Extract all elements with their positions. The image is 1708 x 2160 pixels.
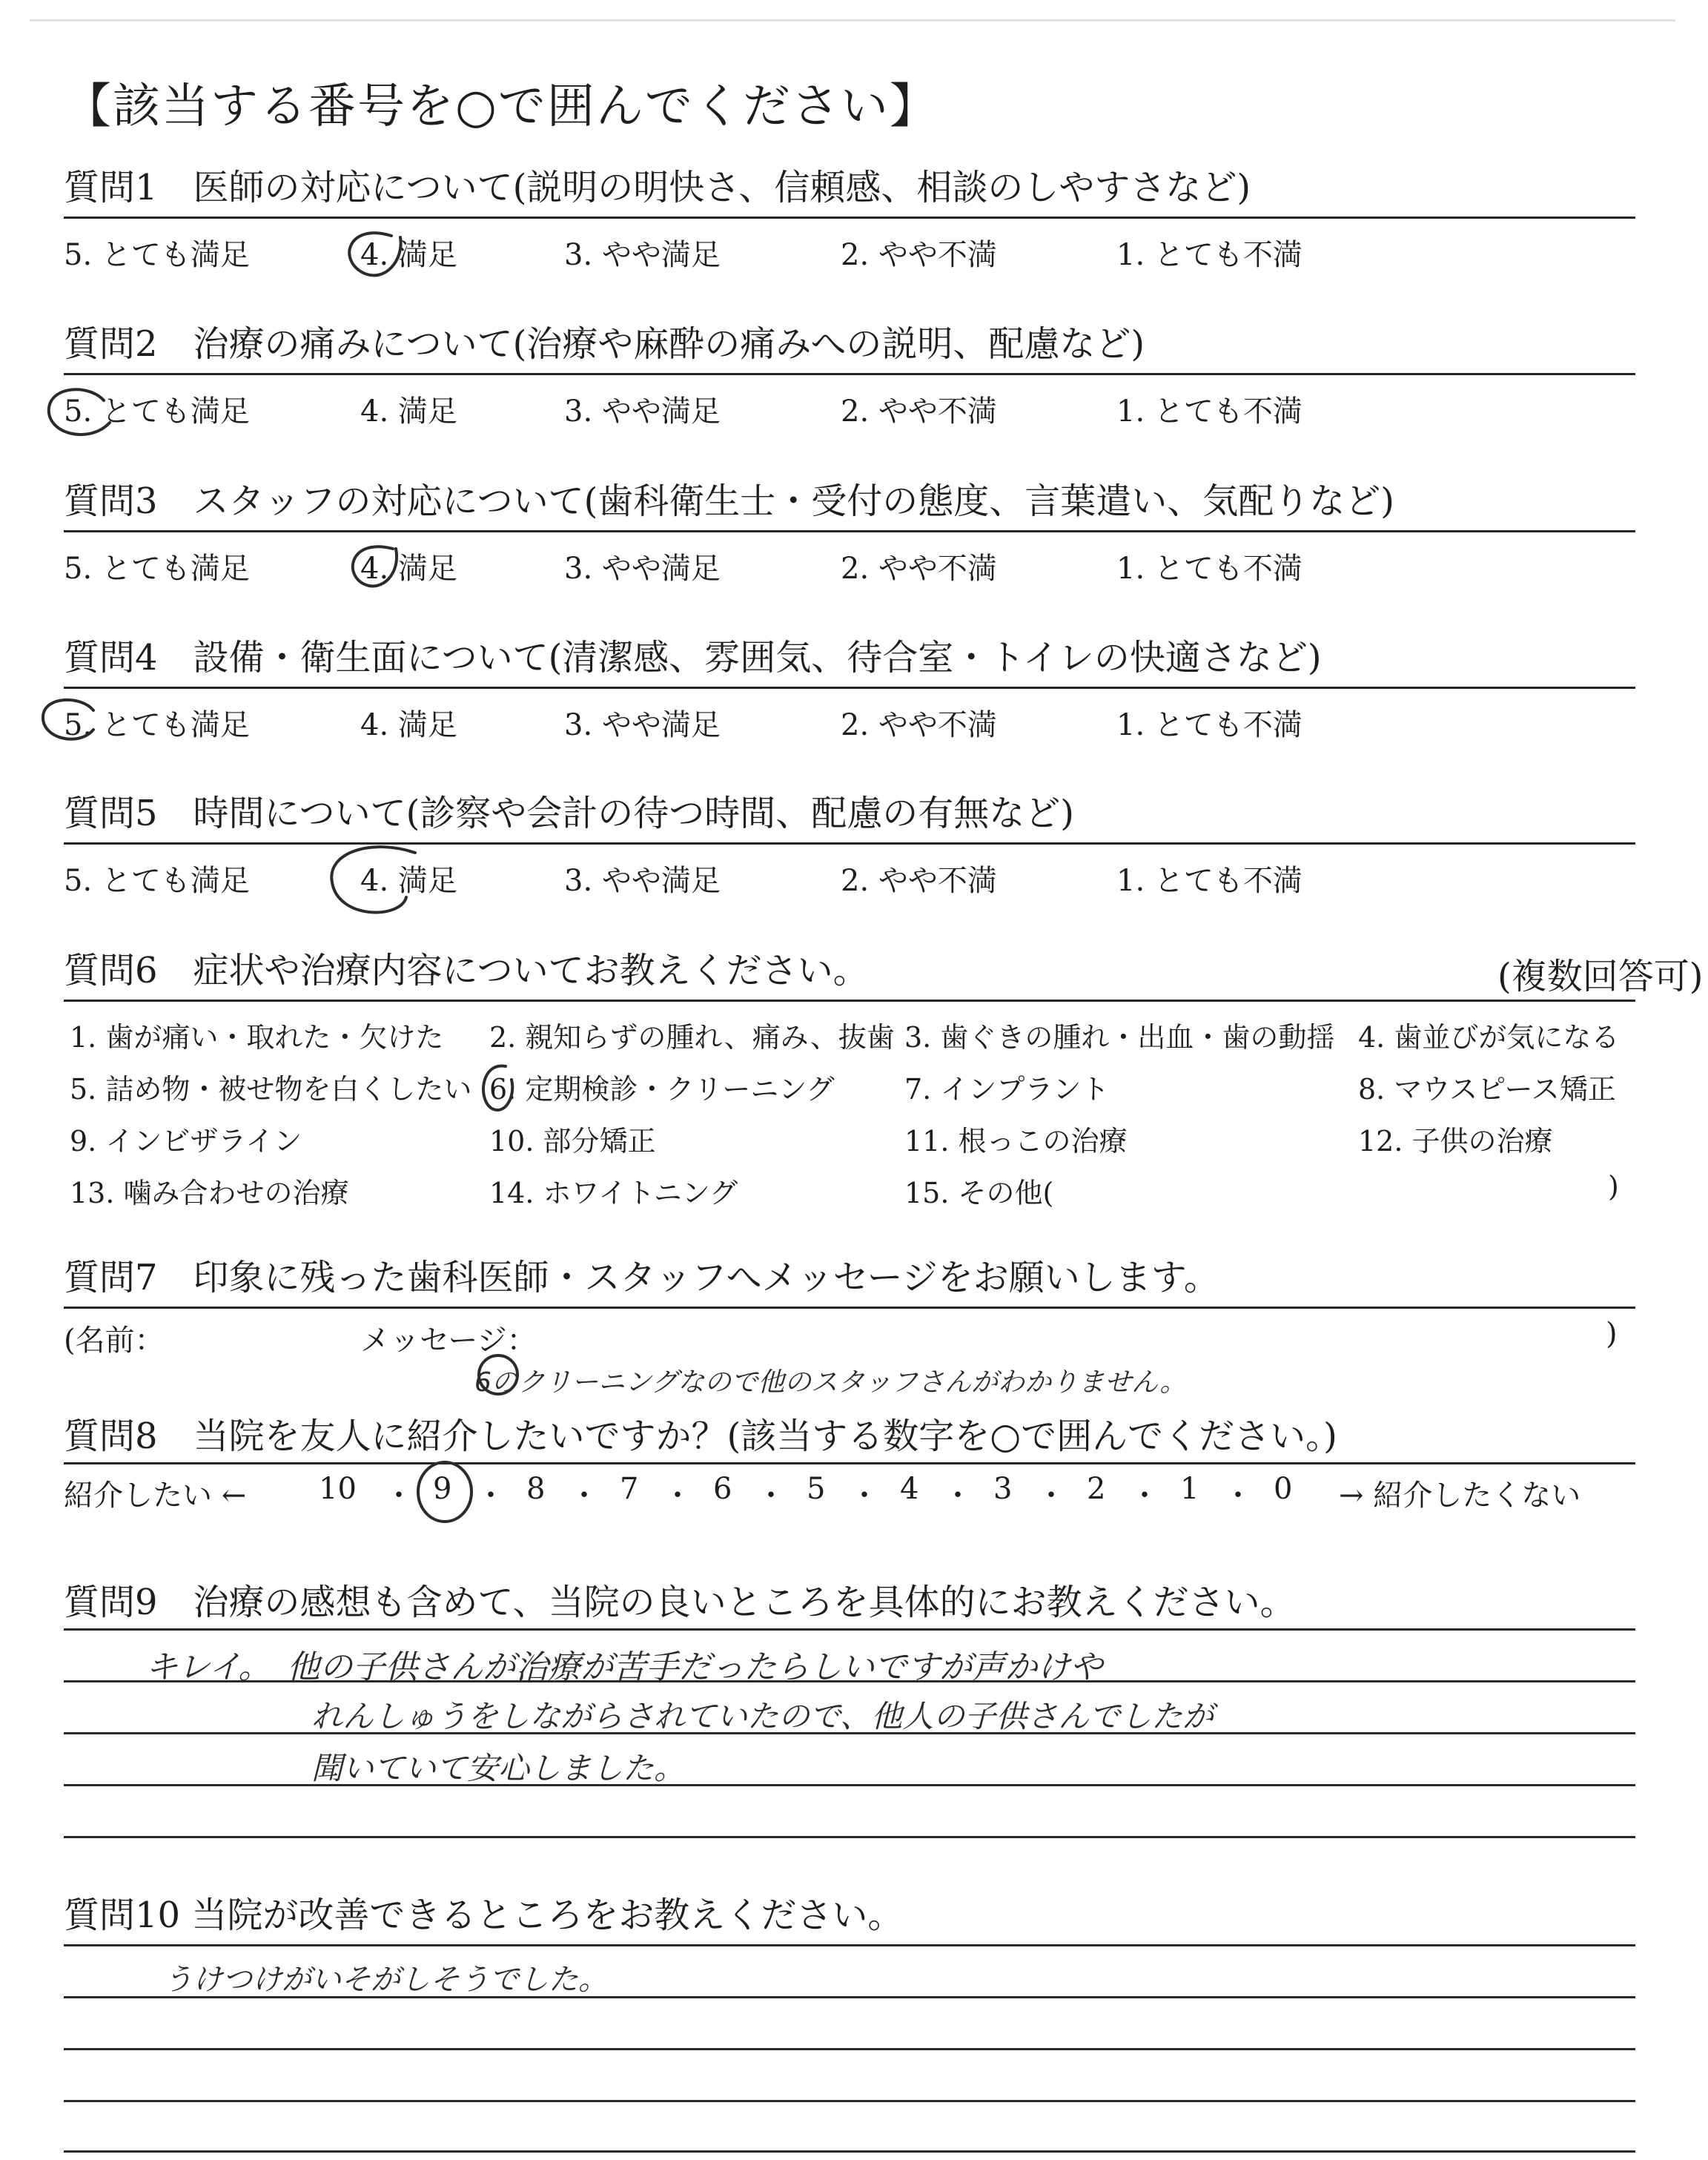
q5-option-5[interactable]: 5. とても満足 [64,864,250,898]
question-3-rule [64,530,1635,532]
q6-item-11[interactable]: 11. 根っこの治療 [904,1125,1128,1157]
q4-option-5[interactable]: 5. とても満足 [64,708,250,742]
q1-option-4[interactable]: 4. 満足 [360,238,457,272]
q7-handwritten-message: 6のクリーニングなので他のスタッフさんがわかりません。 [474,1367,1187,1398]
scale-3[interactable]: 3 [993,1472,1013,1506]
q6-item-8[interactable]: 8. マウスピース矯正 [1358,1073,1616,1106]
question-9-title: 質問9 治療の感想も含めて、当院の良いところを具体的にお教えください。 [64,1582,1296,1623]
q6-item-6[interactable]: 6. 定期検診・クリーニング [489,1073,835,1106]
scale-0[interactable]: 0 [1274,1472,1293,1506]
scale-8[interactable]: 8 [526,1472,546,1506]
q6-item-4[interactable]: 4. 歯並びが気になる [1358,1021,1620,1054]
q4-option-2[interactable]: 2. やや不満 [841,708,997,742]
question-2-title: 質問2 治療の痛みについて(治療や麻酔の痛みへの説明、配慮など) [64,323,1145,365]
question-5-title: 質問5 時間について(診察や会計の待つ時間、配慮の有無など) [64,793,1075,834]
message-close-paren: ) [1606,1317,1618,1351]
q5-option-1[interactable]: 1. とても不満 [1116,864,1302,898]
scale-2[interactable]: 2 [1087,1472,1106,1506]
q6-item-9[interactable]: 9. インビザライン [70,1125,302,1157]
q9-answer-line-3: 聞いていて安心しました。 [311,1750,686,1786]
q3-option-3[interactable]: 3. やや満足 [564,552,721,586]
question-8-rule [64,1462,1635,1464]
message-field-label[interactable]: メッセージ： [360,1324,537,1358]
q4-option-4[interactable]: 4. 満足 [360,708,457,742]
answer-line [64,1944,1635,1946]
q10-answer-line-1: うけつけがいそがしそうでした。 [163,1963,608,1997]
scale-1[interactable]: 1 [1180,1472,1199,1506]
answer-line [64,2150,1635,2153]
q3-option-4[interactable]: 4. 満足 [360,552,457,586]
q6-item-3[interactable]: 3. 歯ぐきの腫れ・出血・歯の動揺 [904,1021,1335,1054]
q6-item-1[interactable]: 1. 歯が痛い・取れた・欠けた [70,1021,444,1054]
q3-option-2[interactable]: 2. やや不満 [841,552,997,586]
scale-5[interactable]: 5 [807,1472,826,1506]
q2-option-4[interactable]: 4. 満足 [360,394,457,429]
question-10 [64,1892,903,1938]
q6-item-15[interactable]: 15. その他( [904,1177,1054,1209]
question-9 [64,1579,1296,1625]
q2-option-1[interactable]: 1. とても不満 [1116,394,1302,429]
scale-dot: ・ [756,1479,786,1513]
q2-option-3[interactable]: 3. やや満足 [564,394,721,429]
q4-option-1[interactable]: 1. とても不満 [1116,708,1302,742]
answer-line [64,1784,1635,1786]
top-edge-line [30,19,1675,22]
question-8-title: 質問8 当院を友人に紹介したいですか？(該当する数字を○で囲んでください。) [64,1416,1337,1457]
scale-dot: ・ [1223,1479,1253,1513]
question-4-title: 質問4 設備・衛生面について(清潔感、雰囲気、待合室・トイレの快適さなど) [64,637,1322,678]
scale-dot: ・ [1036,1479,1066,1513]
question-5 [64,790,1074,836]
q6-item-7[interactable]: 7. インプラント [904,1073,1110,1106]
q1-option-3[interactable]: 3. やや満足 [564,238,721,272]
scale-dot: ・ [384,1479,414,1513]
question-1 [64,165,1251,211]
scale-9[interactable]: 9 [433,1472,452,1506]
q1-option-5[interactable]: 5. とても満足 [64,238,250,272]
question-6-rule [64,1000,1635,1002]
scale-7[interactable]: 7 [620,1472,639,1506]
q3-option-5[interactable]: 5. とても満足 [64,552,250,586]
scale-dot: ・ [569,1479,599,1513]
q9-answer-line-1: キレイ。 他の子供さんが治療が苦手だったらしいですが声かけや [145,1648,1103,1686]
answer-line [64,2048,1635,2050]
question-4 [64,635,1322,681]
scale-dot: ・ [663,1479,692,1513]
question-1-rule [64,217,1635,219]
question-3 [64,478,1394,524]
q6-item-14[interactable]: 14. ホワイトニング [489,1177,738,1209]
question-5-rule [64,842,1635,845]
q1-option-2[interactable]: 2. やや不満 [841,238,997,272]
question-4-rule [64,687,1635,689]
question-2-rule [64,373,1635,375]
q3-option-1[interactable]: 1. とても不満 [1116,552,1302,586]
q6-item-5[interactable]: 5. 詰め物・被せ物を白くしたい [70,1073,472,1106]
q2-option-2[interactable]: 2. やや不満 [841,394,997,429]
q6-other-close-paren: ) [1608,1170,1619,1203]
name-field-label[interactable]: (名前： [64,1324,165,1358]
multiple-answers-note: (複数回答可) [1497,956,1704,997]
scale-dot: ・ [1130,1479,1159,1513]
q4-option-3[interactable]: 3. やや満足 [564,708,721,742]
q5-option-4[interactable]: 4. 満足 [360,864,457,898]
question-7 [64,1255,1219,1301]
q6-item-10[interactable]: 10. 部分矯正 [489,1125,656,1157]
answer-line [64,2100,1635,2102]
q6-item-13[interactable]: 13. 噛み合わせの治療 [70,1177,349,1209]
question-8 [64,1413,1337,1459]
question-6-title: 質問6 症状や治療内容についてお教えください。 [64,950,869,991]
question-6 [64,948,869,994]
scale-10[interactable]: 10 [319,1472,357,1506]
question-7-rule [64,1307,1635,1309]
question-2 [64,321,1145,367]
scale-4[interactable]: 4 [900,1472,919,1506]
q6-item-2[interactable]: 2. 親知らずの腫れ、痛み、抜歯 [489,1021,895,1054]
question-7-title: 質問7 印象に残った歯科医師・スタッフへメッセージをお願いします。 [64,1257,1219,1298]
question-1-title: 質問1 医師の対応について(説明の明快さ、信頼感、相談のしやすさなど) [64,167,1251,208]
answer-line [64,1836,1635,1838]
question-3-title: 質問3 スタッフの対応について(歯科衛生士・受付の態度、言葉遣い、気配りなど) [64,480,1395,522]
scale-left-label: 紹介したい ← [64,1479,247,1513]
q5-option-3[interactable]: 3. やや満足 [564,864,721,898]
scale-right-label: → 紹介したくない [1339,1479,1581,1513]
question-10-title: 質問10 当院が改善できるところをお教えください。 [64,1895,904,1936]
answer-line [64,1628,1635,1631]
q1-option-1[interactable]: 1. とても不満 [1116,238,1302,272]
scale-dot: ・ [943,1479,973,1513]
scale-6[interactable]: 6 [713,1472,732,1506]
scale-dot: ・ [850,1479,879,1513]
q6-item-12[interactable]: 12. 子供の治療 [1358,1125,1553,1157]
scale-dot: ・ [476,1479,506,1513]
q5-option-2[interactable]: 2. やや不満 [841,864,997,898]
page-title: 【該当する番号を○で囲んでください】 [64,79,939,134]
q9-answer-line-2: れんしゅうをしながらされていたので、他人の子供さんでしたが [311,1698,1214,1734]
q2-option-5[interactable]: 5. とても満足 [64,394,250,429]
